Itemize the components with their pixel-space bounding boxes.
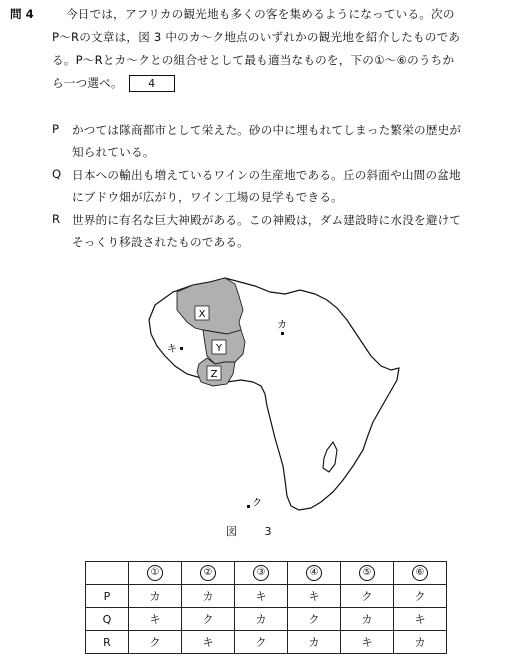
- question-text-line-1: 今日では，アフリカの観光地も多くの客を集めるようになっている。次の: [66, 7, 455, 21]
- table-cell: キ: [235, 585, 288, 608]
- statement-p-key: P: [52, 122, 59, 136]
- choice-number-1: ①: [147, 565, 163, 581]
- statement-r-key: R: [52, 212, 61, 226]
- choices-table: [85, 561, 447, 654]
- point-ku-label: ク: [252, 498, 262, 509]
- choice-number-3: ③: [253, 565, 269, 581]
- table-cell: ク: [235, 631, 288, 654]
- choice-header-6[interactable]: [394, 562, 447, 585]
- question-text-line-3: る。P〜Rとカ〜クとの組合せとして最も適当なものを，下の①〜⑥のうちか: [52, 53, 455, 67]
- table-cell: ク: [341, 585, 394, 608]
- africa-map: [115, 270, 405, 520]
- statement-r-line-1: 世界的に有名な巨大神殿がある。この神殿は，ダム建設時に水没を避けて: [72, 213, 462, 227]
- question-number: 問 4: [10, 7, 34, 21]
- table-row: [86, 585, 447, 608]
- table-row: [86, 608, 447, 631]
- table-cell: ク: [288, 608, 341, 631]
- statement-p-line-2: 知られている。: [72, 145, 155, 159]
- table-cell: キ: [341, 631, 394, 654]
- choice-number-4: ④: [306, 565, 322, 581]
- table-cell: ク: [394, 585, 447, 608]
- figure-caption: 図 3: [226, 525, 284, 538]
- statement-p-line-1: かつては隊商都市として栄えた。砂の中に埋もれてしまった繁栄の歴史が: [72, 123, 462, 137]
- row-label: R: [86, 631, 129, 654]
- point-ka-label: カ: [277, 320, 287, 331]
- choice-number-6: ⑥: [412, 565, 428, 581]
- point-ka-marker: [281, 332, 284, 335]
- statement-r-line-2: そっくり移設されたものである。: [72, 235, 249, 249]
- table-cell: カ: [182, 585, 235, 608]
- choice-header-1[interactable]: [129, 562, 182, 585]
- question-text-line-4: [52, 75, 175, 92]
- region-y-label: Y: [215, 343, 223, 354]
- table-header-row: [86, 562, 447, 585]
- point-ku-marker: [247, 505, 250, 508]
- choice-header-5[interactable]: [341, 562, 394, 585]
- table-cell: キ: [288, 585, 341, 608]
- statement-q-line-2: にブドウ畑が広がり，ワイン工場の見学もできる。: [72, 190, 343, 204]
- table-cell: ク: [182, 608, 235, 631]
- point-ki-marker: [180, 347, 183, 350]
- table-cell: カ: [235, 608, 288, 631]
- statement-q-key: Q: [52, 167, 62, 181]
- table-cell: キ: [394, 608, 447, 631]
- point-ki-label: キ: [167, 344, 177, 355]
- question-text-line-2: P〜Rの文章は，図 3 中のカ〜ク地点のいずれかの観光地を紹介したものであ: [52, 30, 461, 44]
- row-label: P: [86, 585, 129, 608]
- table-row: [86, 631, 447, 654]
- region-x-label: X: [198, 309, 206, 320]
- table-cell: カ: [341, 608, 394, 631]
- table-cell: カ: [394, 631, 447, 654]
- choice-header-4[interactable]: [288, 562, 341, 585]
- table-cell: カ: [288, 631, 341, 654]
- choice-header-2[interactable]: [182, 562, 235, 585]
- choice-header-3[interactable]: [235, 562, 288, 585]
- table-cell: キ: [129, 608, 182, 631]
- choice-number-2: ②: [200, 565, 216, 581]
- table-corner: [86, 562, 129, 585]
- choice-number-5: ⑤: [359, 565, 375, 581]
- row-label: Q: [86, 608, 129, 631]
- question-text-line-4-text: ら一つ選べ。: [52, 76, 123, 90]
- region-z-label: Z: [210, 369, 218, 380]
- answer-box[interactable]: 4: [129, 75, 175, 92]
- table-cell: キ: [182, 631, 235, 654]
- table-cell: ク: [129, 631, 182, 654]
- table-cell: カ: [129, 585, 182, 608]
- statement-q-line-1: 日本への輸出も増えているワインの生産地である。丘の斜面や山間の盆地: [72, 168, 461, 182]
